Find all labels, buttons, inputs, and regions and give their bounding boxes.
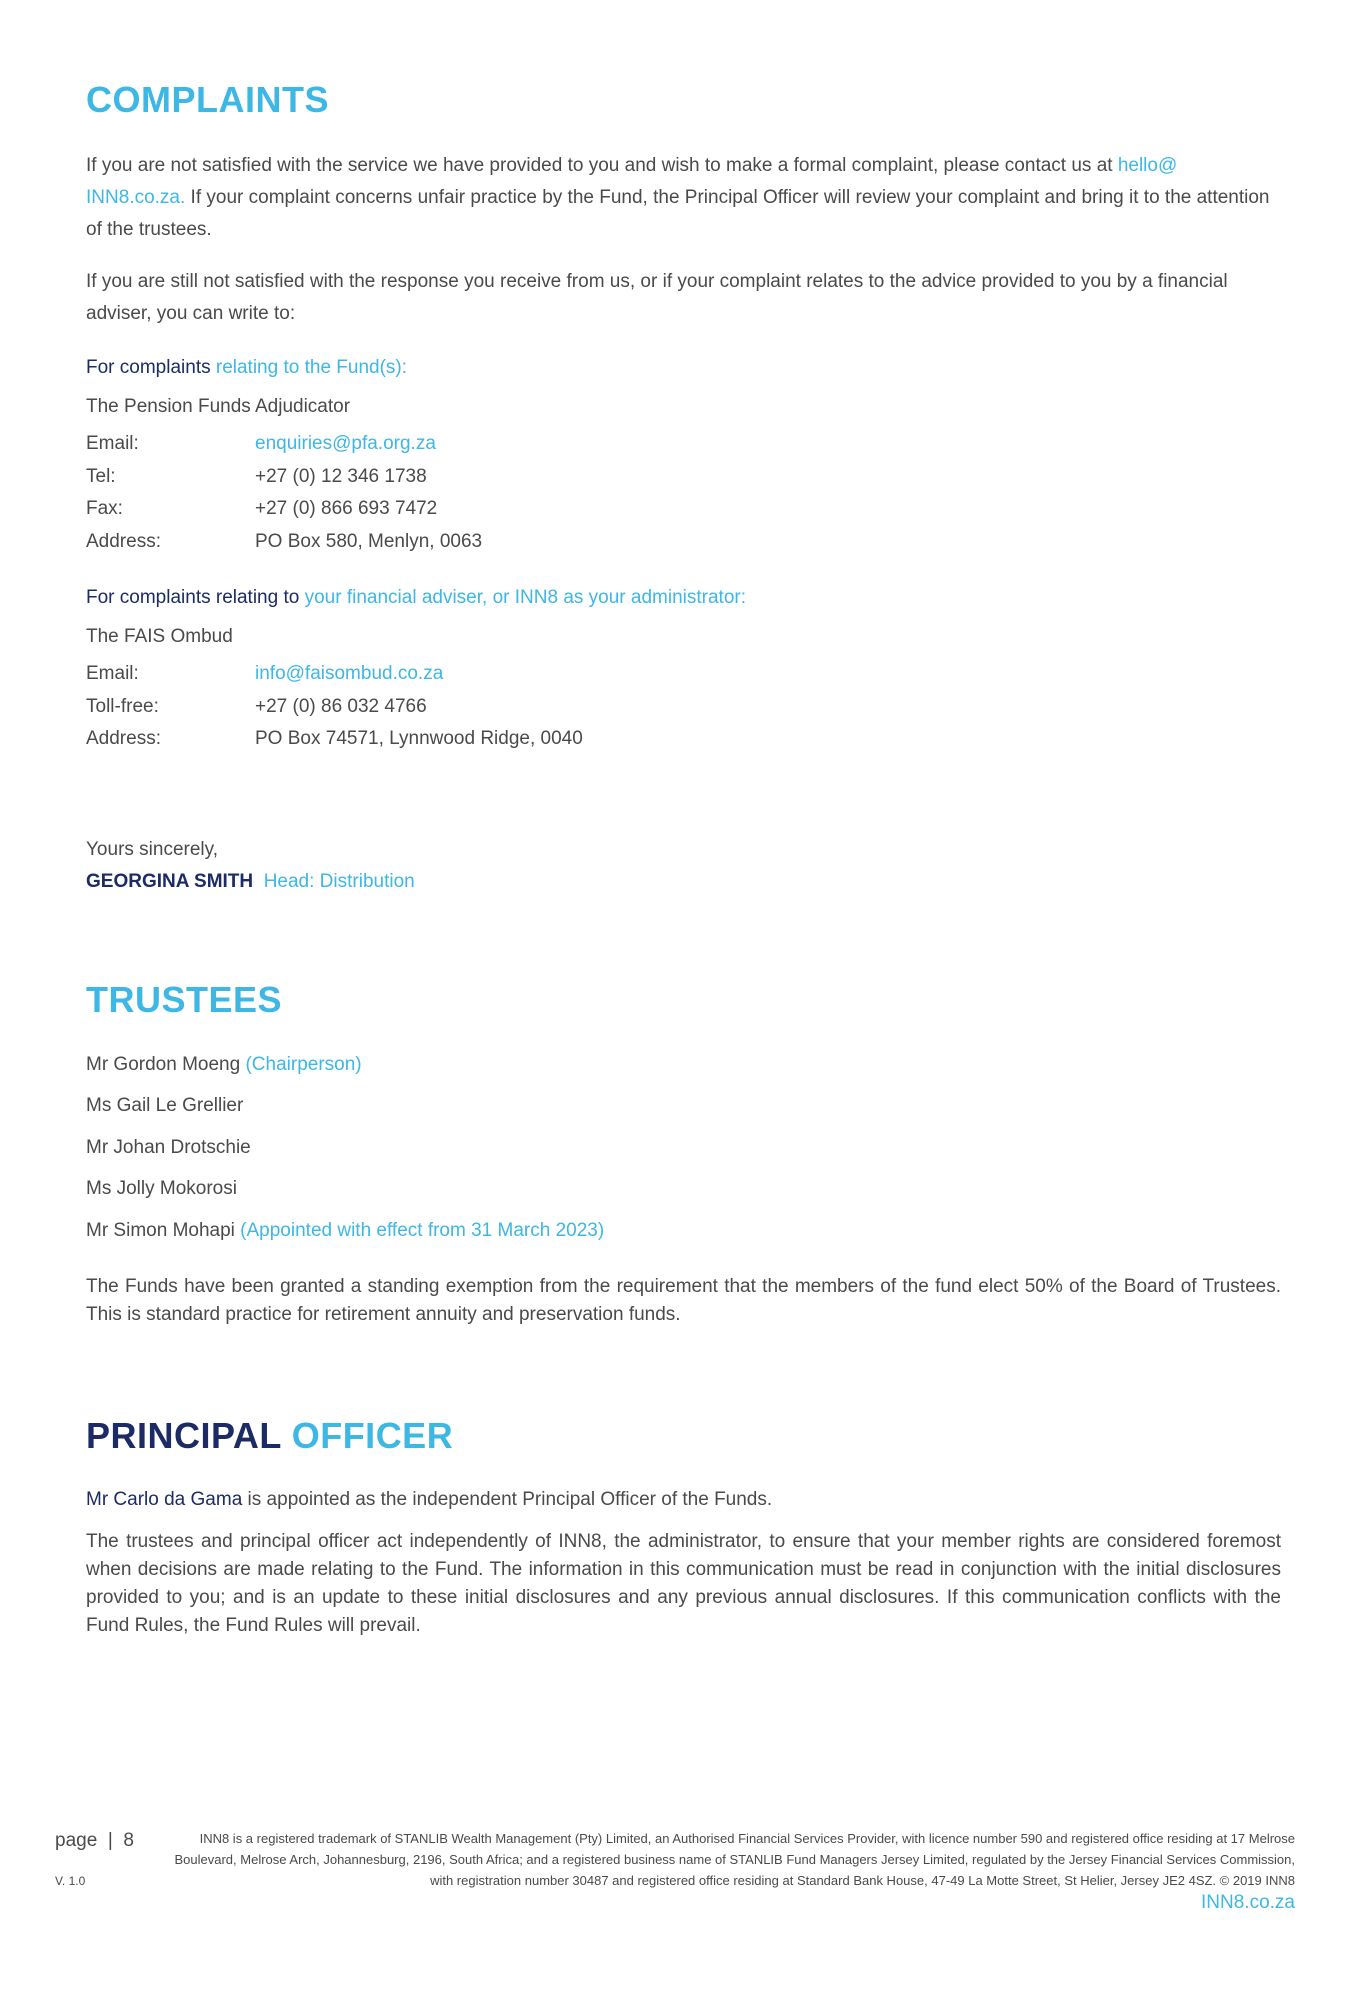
fund-email-link[interactable]: enquiries@pfa.org.za [255,433,436,454]
fais-ombud-name: The FAIS Ombud [86,626,233,647]
fund-heading-navy: For complaints [86,357,216,378]
complaints-intro-text-2: If your complaint concerns unfair practice by the Fund, the Principal Officer will review your complaint and bring it to the attention of the trustees. [86,186,1270,240]
fund-contact-label: Fax: [86,498,123,519]
adviser-email-link[interactable]: info@faisombud.co.za [255,663,444,684]
adviser-contacts [86,658,1281,756]
fund-contact-label: Address: [86,530,161,552]
trustee-item [86,1168,1281,1210]
principal-name: Mr Carlo da Gama [86,1488,243,1510]
principal-appointed-text: is appointed as the independent Principal Officer of the Funds. [242,1488,773,1510]
adviser-contact-row [86,691,1281,724]
signatory-name: GEORGINA SMITH [86,871,254,892]
trustees-heading: TRUSTEES [86,979,283,1020]
fund-contact-value: +27 (0) 866 693 7472 [255,498,438,519]
fund-complaints-block [86,354,1281,558]
signoff-line [86,868,1281,896]
trustees-section [86,980,1281,1329]
fund-contact-value: PO Box 580, Menlyn, 0063 [255,530,483,552]
trustee-name: Ms Jolly Mokorosi [86,1178,237,1200]
fund-contact-row [86,493,1281,526]
signoff-closing: Yours sincerely, [86,839,219,860]
fund-contact-row [86,428,1281,461]
complaints-section [86,80,1281,330]
adviser-contact-label: Email: [86,663,139,684]
adviser-contact-label: Address: [86,728,161,749]
trustee-item [86,1210,1281,1252]
adviser-contact-value: PO Box 74571, Lynnwood Ridge, 0040 [255,728,583,749]
adviser-complaints-heading [86,584,1281,612]
trustees-exemption: The Funds have been granted a standing exemption from the requirement that the members of the fund elect 50% of the Board of Trustees. This is standard practice for retirement annuity and preservation funds. [86,1276,1281,1326]
complaints-intro [86,150,1281,246]
principal-officer-heading [86,1416,1281,1456]
fund-contact-label: Tel: [86,465,116,487]
principal-heading-cyan: OFFICER [291,1415,454,1456]
page-number-value: 8 [123,1830,134,1851]
adviser-contact-row [86,723,1281,756]
fund-complaints-heading [86,354,1281,382]
complaints-escalation: If you are still not satisfied with the response you receive from us, or if your complaint relates to the advice provided to you by a financial adviser, you can write to: [86,270,1228,324]
signatory-title: Head: Distribution [263,871,415,892]
trustee-name: Mr Gordon Moeng [86,1053,241,1075]
fund-adjudicator-name: The Pension Funds Adjudicator [86,396,351,417]
adviser-contact-value: +27 (0) 86 032 4766 [255,695,427,717]
adviser-heading-navy: For complaints relating to [86,587,305,608]
principal-appointment [86,1484,1281,1516]
trustee-note: (Chairperson) [245,1053,362,1075]
adviser-complaints-block [86,584,1281,756]
trustee-item [86,1085,1281,1127]
fund-contact-row [86,526,1281,559]
principal-heading-navy: PRINCIPAL [86,1415,282,1456]
fund-contacts [86,428,1281,558]
page-label: page [55,1830,98,1851]
trustee-item [86,1127,1281,1169]
trustee-list [86,1044,1281,1252]
legal-disclaimer: INN8 is a registered trademark of STANLIB Wealth Management (Pty) Limited, an Authorised Financial Services Provider, with licence number 590 and registered office residing at 17 Melrose Boulevard, Melrose Arch, Johannesburg, 2196, South Africa; and a registered business name of STANLIB Fund Managers Jersey Limited, regulated by the Jersey Financial Services Commission, with registration number 30487 and registered office residing at Standard Bank House, 47-49 La Motte Street, St Helier, Jersey JE2 4SZ. © 2019 INN8 [174,1831,1295,1888]
principal-officer-section [86,1416,1281,1640]
trustee-name: Mr Johan Drotschie [86,1136,251,1158]
complaints-heading: COMPLAINTS [86,79,329,120]
hello-email-link[interactable]: hello@ INN8.co.za. [86,154,1178,208]
trustee-name: Ms Gail Le Grellier [86,1095,244,1117]
signoff-block [86,836,1281,896]
adviser-contact-row [86,658,1281,691]
page-number: page | 8 [55,1830,134,1851]
trustee-name: Mr Simon Mohapi [86,1219,235,1241]
principal-independence: The trustees and principal officer act independently of INN8, the administrator, to ensure that your member rights are considered foremost when decisions are made relating to the Fund. The information in this communication must be read in conjunction with the initial disclosures provided to you; and is an update to these initial disclosures and any previous annual disclosures. If this communication conflicts with the Fund Rules, the Fund Rules will prevail. [86,1530,1281,1636]
trustee-item [86,1044,1281,1086]
website-link[interactable]: INN8.co.za [1201,1892,1295,1913]
version-label: V. 1.0 [55,1874,86,1888]
fund-contact-value: +27 (0) 12 346 1738 [255,465,427,487]
fund-heading-cyan: relating to the Fund(s): [215,357,408,378]
fund-contact-label: Email: [86,433,139,454]
trustee-note: (Appointed with effect from 31 March 2023) [240,1219,605,1241]
adviser-heading-cyan: your financial adviser, or INN8 as your administrator: [304,587,747,608]
complaints-intro-text: If you are not satisfied with the service we have provided to you and wish to make a formal complaint, please contact us at [86,154,1118,176]
adviser-contact-label: Toll-free: [86,695,159,717]
fund-contact-row [86,461,1281,494]
